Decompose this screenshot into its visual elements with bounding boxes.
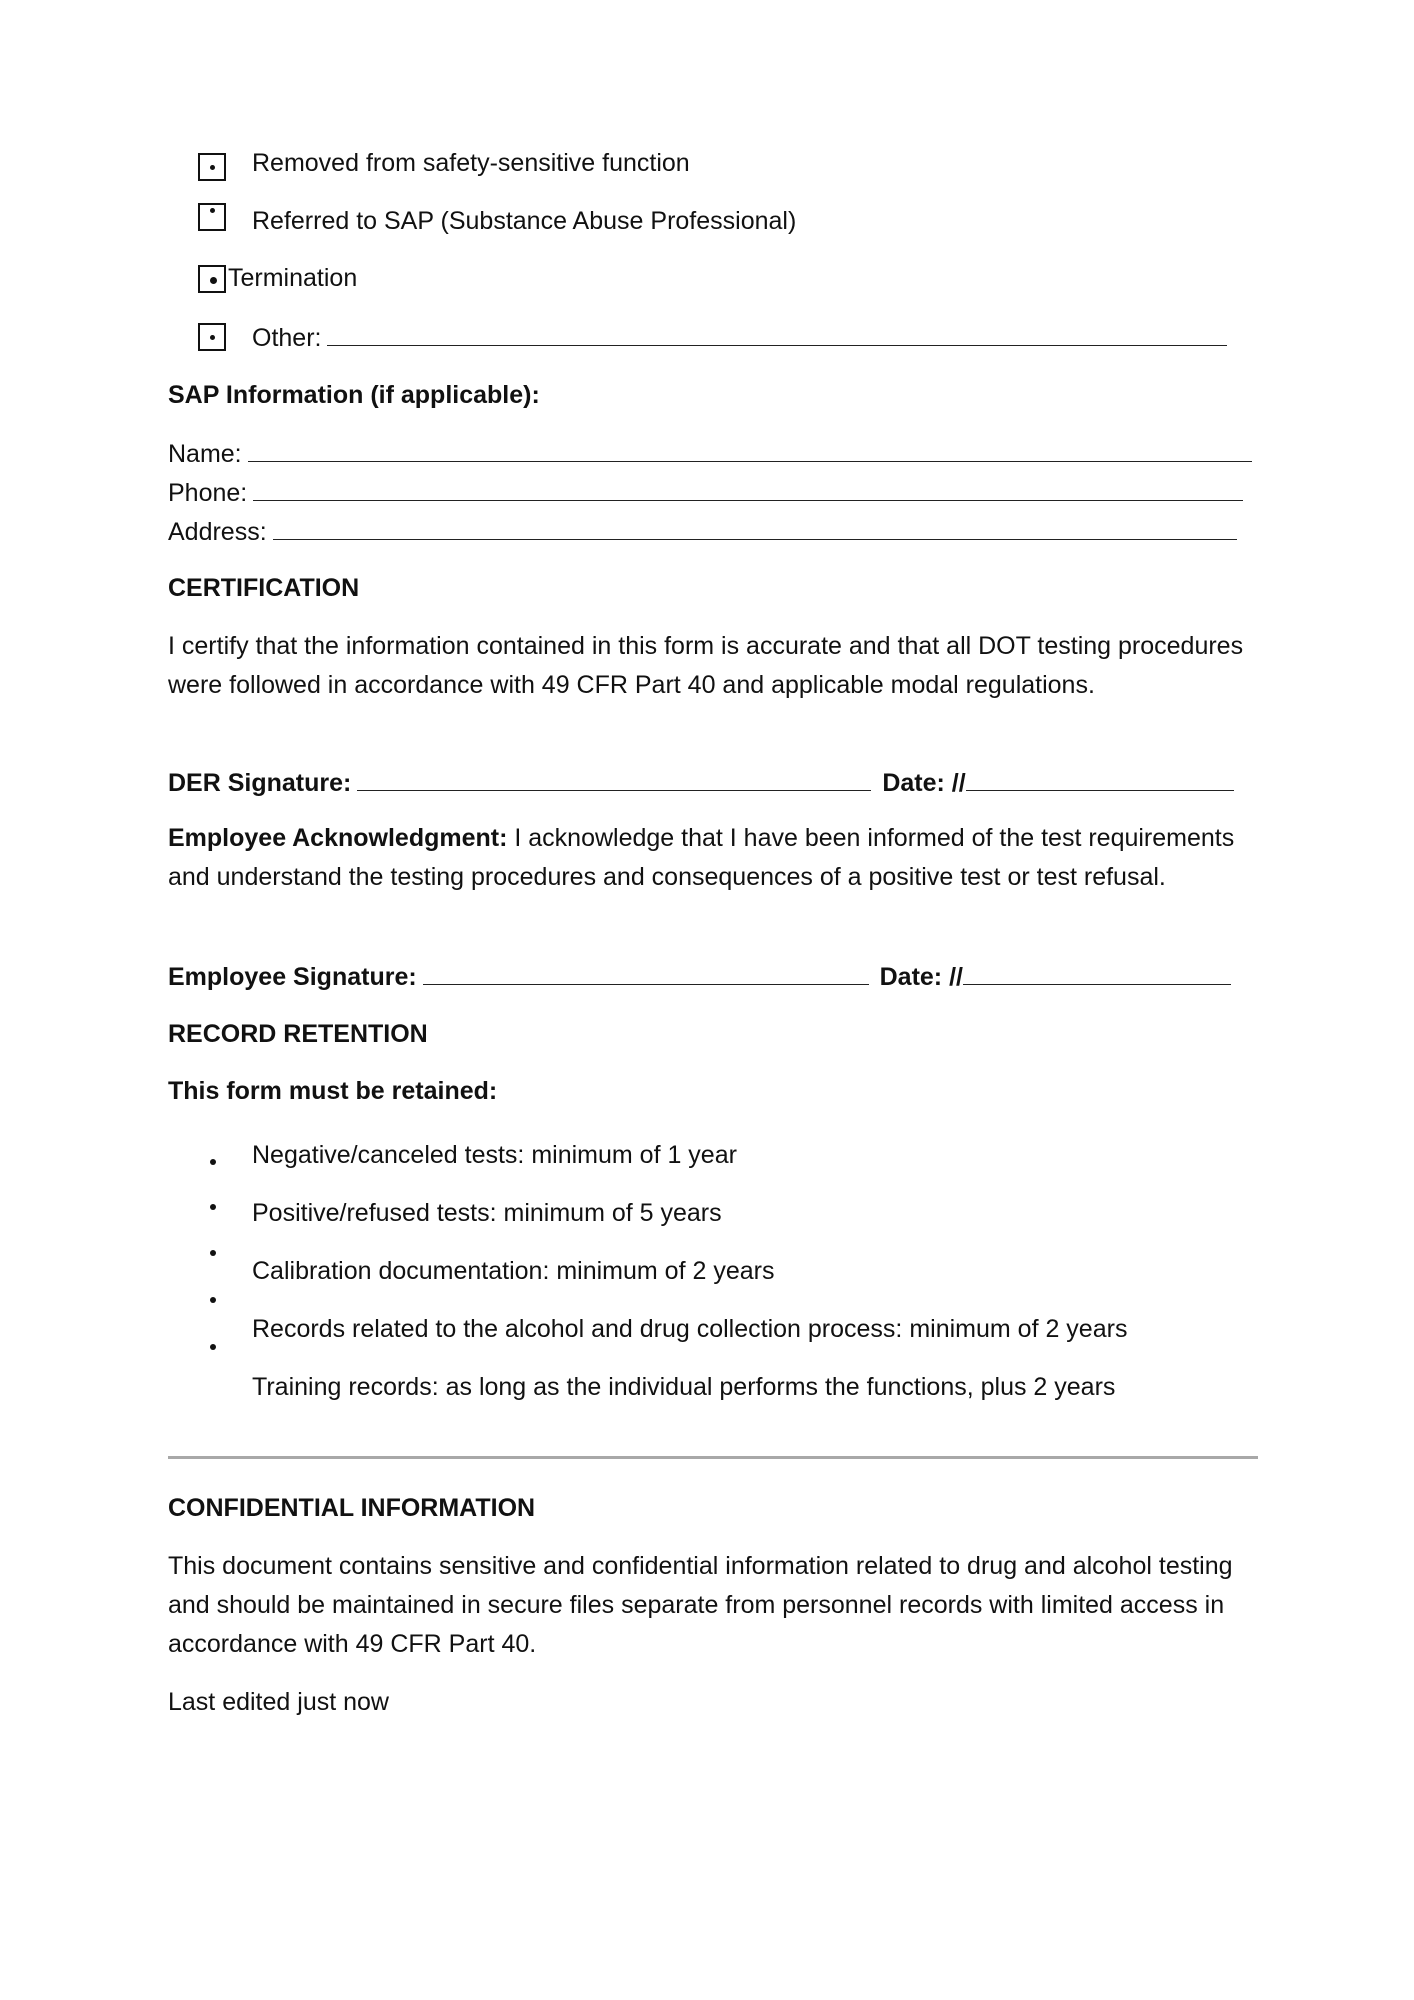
checkbox-other[interactable] [198, 323, 226, 351]
document-page [168, 0, 1258, 2000]
checkbox-label-removed: Removed from safety-sensitive function [252, 149, 690, 177]
der-signature-row [168, 768, 1234, 798]
der-signature-line[interactable] [357, 768, 871, 791]
sap-name-label: Name: [168, 440, 242, 468]
retention-heading: RECORD RETENTION [168, 1020, 428, 1048]
sap-name-line[interactable] [248, 439, 1252, 462]
bullet-icon [210, 1297, 216, 1303]
sap-phone-row [168, 478, 1243, 508]
employee-date-line[interactable] [963, 962, 1231, 985]
checkbox-label-other [252, 323, 1227, 353]
last-edited: Last edited just now [168, 1688, 389, 1716]
confidential-heading: CONFIDENTIAL INFORMATION [168, 1494, 536, 1522]
other-line[interactable] [327, 323, 1227, 346]
bullet-icon [210, 1344, 216, 1350]
employee-ack-label: Employee Acknowledgment: [168, 824, 508, 852]
der-signature-label: DER Signature: [168, 769, 352, 797]
employee-signature-row [168, 962, 1231, 992]
certification-heading: CERTIFICATION [168, 574, 360, 602]
sap-name-row [168, 439, 1252, 469]
sap-phone-label: Phone: [168, 479, 248, 507]
bullet-icon [210, 1159, 216, 1165]
checkbox-termination[interactable] [198, 265, 226, 293]
retention-item: Training records: as long as the individual performs the functions, plus 2 years [252, 1373, 1116, 1401]
der-date-label: Date: // [882, 769, 966, 797]
confidential-text: This document contains sensitive and confidential information related to drug and alcohol testing and should be maintained in secure files separate from personnel records with limited access in accordance with 49 CFR Part 40. [168, 1552, 1233, 1658]
certification-text: I certify that the information contained in this form is accurate and that all DOT testing procedures were followed in accordance with 49 CFR Part 40 and applicable modal regulations. [168, 632, 1244, 699]
checkbox-removed[interactable] [198, 153, 226, 181]
retention-item: Calibration documentation: minimum of 2 years [252, 1257, 775, 1285]
sap-heading: SAP Information (if applicable): [168, 381, 540, 409]
sap-address-line[interactable] [273, 517, 1237, 540]
retention-subheading: This form must be retained: [168, 1077, 498, 1105]
retention-item: Records related to the alcohol and drug collection process: minimum of 2 years [252, 1315, 1128, 1343]
checkbox-referred-sap[interactable] [198, 203, 226, 231]
sap-phone-line[interactable] [253, 478, 1243, 501]
der-date-line[interactable] [966, 768, 1234, 791]
sap-address-row [168, 517, 1237, 547]
bullet-icon [210, 1204, 216, 1210]
sap-address-label: Address: [168, 518, 267, 546]
employee-date-label: Date: // [879, 963, 963, 991]
retention-item: Positive/refused tests: minimum of 5 years [252, 1199, 722, 1227]
checkbox-label-referred-sap: Referred to SAP (Substance Abuse Professional) [252, 207, 797, 235]
retention-item: Negative/canceled tests: minimum of 1 year [252, 1141, 737, 1169]
section-divider [168, 1456, 1258, 1459]
employee-ack [168, 819, 1258, 897]
employee-signature-label: Employee Signature: [168, 963, 417, 991]
employee-ack-text: I acknowledge that I have been informed of the test requirements and understand the testing procedures and consequences of a positive test or test refusal. [168, 824, 1235, 891]
bullet-icon [210, 1250, 216, 1256]
employee-signature-line[interactable] [423, 962, 869, 985]
other-label: Other: [252, 324, 322, 352]
checkbox-label-termination: Termination [228, 264, 358, 292]
